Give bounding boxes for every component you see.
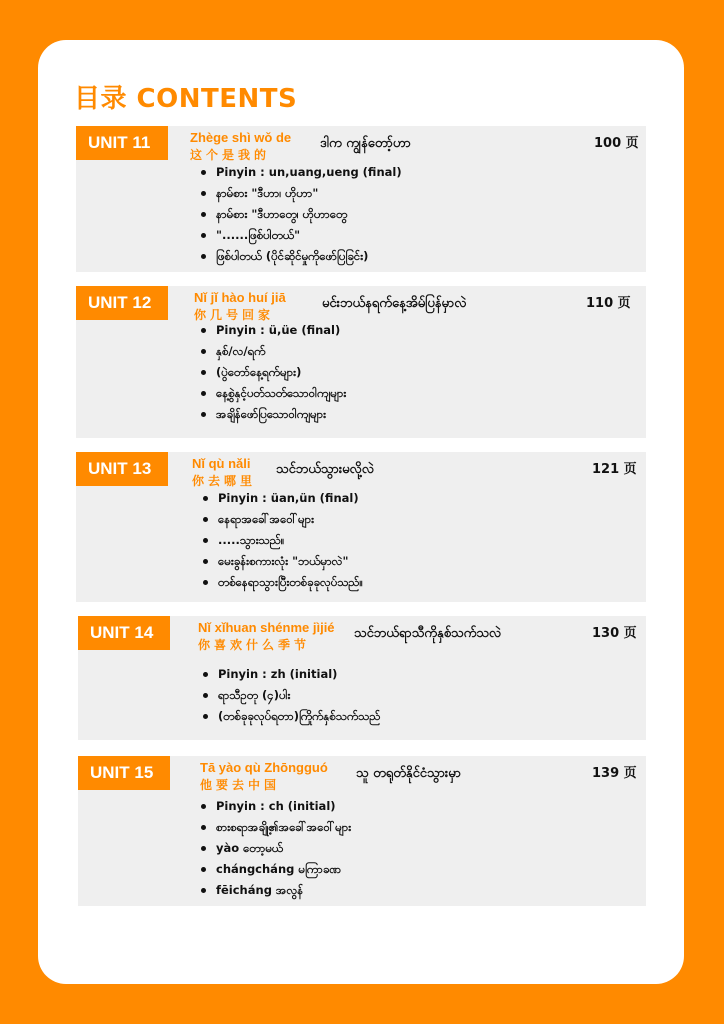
list-item: နာမ်စား "ဒီဟာ၊ ဟိုဟာ": [196, 183, 402, 204]
list-item: Pinyin : ü,üe (final): [196, 320, 346, 341]
list-item: yào တော့မယ်: [196, 838, 351, 859]
unit-page-number: 100 页: [594, 136, 639, 151]
list-item: (ပွဲတော်နေ့ရက်များ): [196, 362, 346, 383]
unit-pinyin: Nǐ jǐ hào huí jiā: [194, 290, 286, 305]
list-item: chángcháng မကြာခဏ: [196, 859, 351, 880]
unit-page-number: 121 页: [592, 462, 637, 477]
unit-hanzi: 他要去中国: [200, 778, 281, 792]
unit-pinyin: Nǐ qù nǎli: [192, 456, 251, 471]
unit-badge: UNIT 15: [78, 756, 170, 790]
unit-11-section: [76, 126, 646, 272]
unit-14-section: [78, 616, 646, 740]
unit-15-section: [78, 756, 646, 906]
unit-myanmar-title: သူ တရုတ်နိုင်ငံသွားမှာ: [356, 766, 461, 781]
unit-topic-list: [198, 488, 363, 593]
unit-badge: UNIT 14: [78, 616, 170, 650]
unit-badge: UNIT 13: [76, 452, 168, 486]
list-item: နာမ်စား "ဒီဟာတွေ၊ ဟိုဟာတွေ: [196, 204, 402, 225]
unit-topic-list: [198, 664, 380, 727]
list-item: မေးခွန်းစကားလုံး "ဘယ်မှာလဲ": [198, 551, 363, 572]
list-item: "......ဖြစ်ပါတယ်": [196, 225, 402, 246]
list-item: Pinyin : ch (initial): [196, 796, 351, 817]
list-item: fēicháng အလွန်: [196, 880, 351, 901]
list-item: စားစရာအချို့၏အခေါ်အဝေါ်များ: [196, 817, 351, 838]
unit-topic-list: [196, 320, 346, 425]
list-item: ရာသီဥတု (၄)ပါး: [198, 685, 380, 706]
unit-pinyin: Tā yào qù Zhōngguó: [200, 760, 328, 775]
list-item: နှစ်/လ/ရက်: [196, 341, 346, 362]
unit-myanmar-title: သင်ဘယ်သွားမလို့လဲ: [276, 462, 374, 477]
unit-hanzi: 你几号回家: [194, 308, 275, 322]
list-item: (တစ်ခုခုလုပ်ရတာ)ကြိုက်နှစ်သက်သည်: [198, 706, 380, 727]
list-item: နေ့စွဲနှင့်ပတ်သတ်သောဝါကျများ: [196, 383, 346, 404]
unit-hanzi: 你去哪里: [192, 474, 257, 488]
list-item: Pinyin : un,uang,ueng (final): [196, 162, 402, 183]
list-item: .....သွားသည်။: [198, 530, 363, 551]
unit-hanzi: 这个是我的: [190, 148, 271, 162]
list-item: တစ်နေရာသွားပြီးတစ်ခုခုလုပ်သည်။: [198, 572, 363, 593]
unit-badge: UNIT 11: [76, 126, 168, 160]
list-item: Pinyin : üan,ün (final): [198, 488, 363, 509]
list-item: အချိန်ဖော်ပြသောဝါကျများ: [196, 404, 346, 425]
contents-page: [38, 40, 684, 984]
unit-myanmar-title: သင်ဘယ်ရာသီကိုနှစ်သက်သလဲ: [354, 626, 502, 641]
unit-topic-list: [196, 796, 351, 901]
unit-badge: UNIT 12: [76, 286, 168, 320]
list-item: ဖြစ်ပါတယ် (ပိုင်ဆိုင်မှုကိုဖော်ပြခြင်း): [196, 246, 402, 267]
list-item: နေရာအခေါ်အဝေါ်များ: [198, 509, 363, 530]
unit-page-number: 139 页: [592, 766, 637, 781]
unit-12-section: [76, 286, 646, 438]
unit-pinyin: Zhège shì wǒ de: [190, 130, 292, 145]
unit-page-number: 110 页: [586, 296, 631, 311]
unit-myanmar-title: ဒါက ကျွန်တော့်ဟာ: [320, 136, 411, 151]
unit-13-section: [76, 452, 646, 602]
unit-page-number: 130 页: [592, 626, 637, 641]
unit-topic-list: [196, 162, 402, 267]
list-item: Pinyin : zh (initial): [198, 664, 380, 685]
unit-hanzi: 你喜欢什么季节: [198, 638, 311, 652]
unit-pinyin: Nǐ xǐhuan shénme jìjié: [198, 620, 335, 635]
unit-myanmar-title: မင်းဘယ်နရက်နေ့အိမ်ပြန်မှာလဲ: [322, 296, 467, 311]
page-title: 目录 CONTENTS: [74, 84, 298, 114]
